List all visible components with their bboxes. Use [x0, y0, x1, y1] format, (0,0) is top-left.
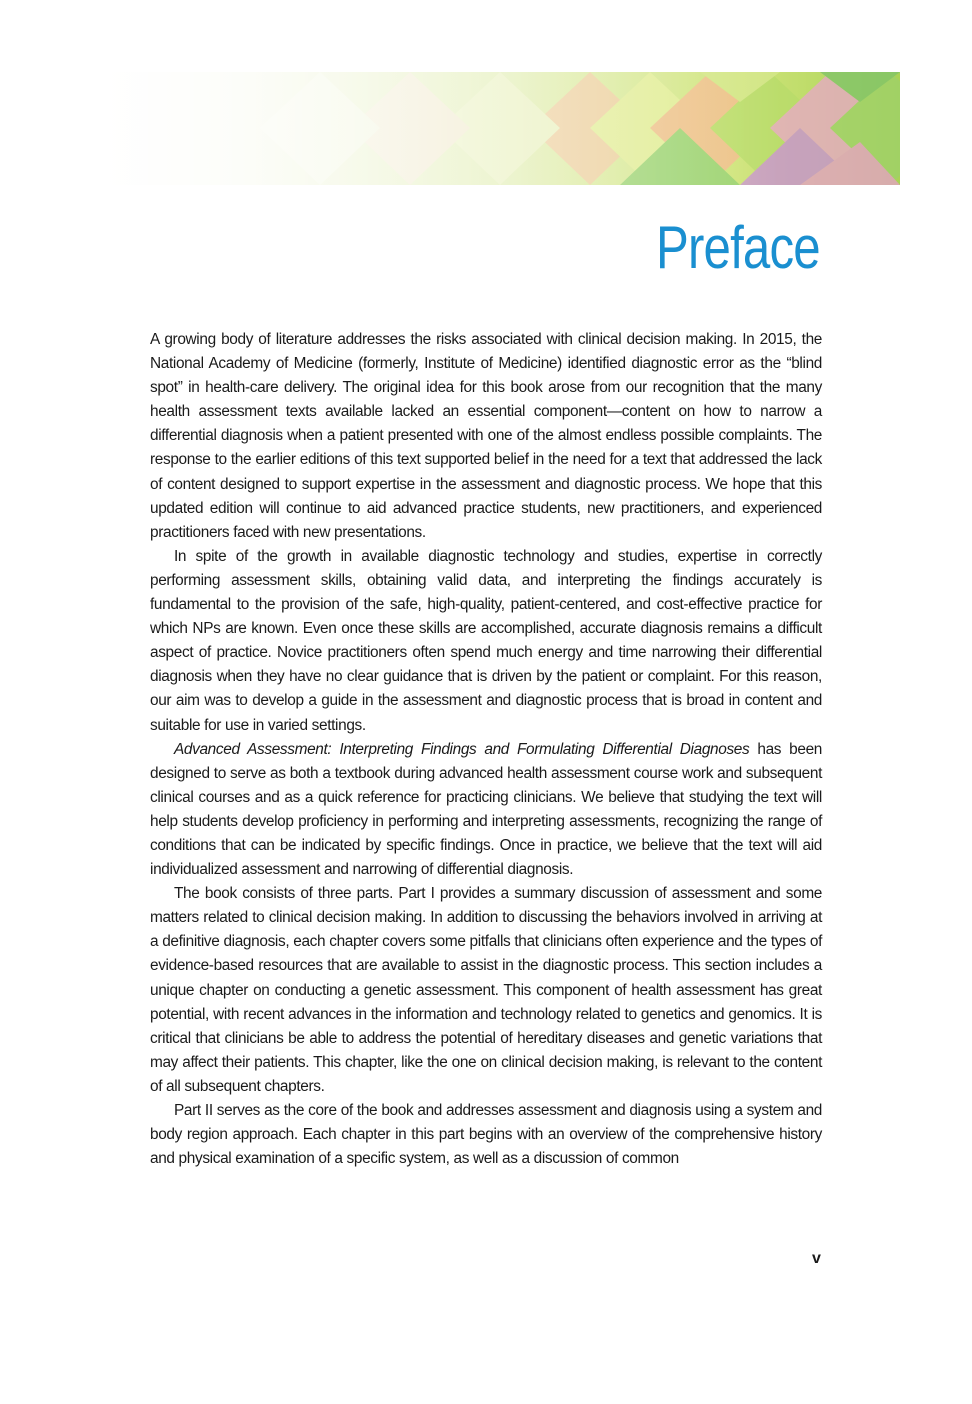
- paragraph: [150, 738, 822, 883]
- page-number: v: [812, 1250, 821, 1267]
- paragraph: [150, 1099, 822, 1171]
- body-text: [150, 328, 822, 1171]
- paragraph: [150, 545, 822, 738]
- page-title: Preface: [656, 214, 820, 281]
- paragraph-text: In spite of the growth in available diagnostic technology and studies, expertise in correctly performing assessment skills, obtaining valid data, and interpreting the findings accurately is fundamental to the provision of the safe, high-quality, patient-centered, and cost-effective practice for which NPs are known. Even once these skills are accomplished, accurate diagnosis remains a difficult aspect of practice. Novice practitioners often spend much energy and time narrowing their differential diagnosis when they have no clear guidance that is driven by the patient or complaint. For this reason, our aim was to develop a guide in the assessment and diagnostic process that is broad in content and suitable for use in varied settings.: [150, 547, 822, 734]
- paragraph: [150, 882, 822, 1099]
- paragraph-text: has been designed to serve as both a textbook during advanced health assessment course work and subsequent clinical courses and as a quick reference for practicing clinicians. We believe that studying the text will help students develop proficiency in performing and interpreting assessments, recognizing the range of conditions that can be indicated by specific findings. Once in practice, we believe that the text will aid individualized assessment and narrowing of differential diagnosis.: [150, 740, 822, 879]
- paragraph: [150, 328, 822, 545]
- decorative-banner: [100, 72, 900, 185]
- paragraph-text: Part II serves as the core of the book and addresses assessment and diagnosis using a system and body region approach. Each chapter in this part begins with an overview of the comprehensive history and physical examination of a specific system, as well as a discussion of common: [150, 1102, 822, 1168]
- book-title-italic: Advanced Assessment: Interpreting Findings and Formulating Differential Diagnoses: [174, 740, 750, 758]
- paragraph-text: A growing body of literature addresses the risks associated with clinical decision making. In 2015, the National Academy of Medicine (formerly, Institute of Medicine) identified diagnostic error as the “blind spot” in health-care delivery. The original idea for this book arose from our recognition that the many health assessment texts available lacked an essential component—content on how to narrow a differential diagnosis when a patient presented with one of the almost endless possible complaints. The response to the earlier editions of this text supported belief in the need for a text that addressed the lack of content designed to support expertise in the assessment and diagnostic process. We hope that this updated edition will continue to aid advanced practice students, new practitioners, and experienced practitioners faced with new presentations.: [150, 331, 822, 541]
- paragraph-text: The book consists of three parts. Part I provides a summary discussion of assessment and some matters related to clinical decision making. In addition to discussing the behaviors involved in arriving at a definitive diagnosis, each chapter covers some pitfalls that clinicians often experience and the types of evidence-based resources that are available to assist in the diagnostic process. This section includes a unique chapter on conducting a genetic assessment. This component of health assessment has great potential, with recent advances in the information and technology related to genetics and genomics. It is critical that clinicians be able to address the potential of hereditary diseases and genetic variations that may affect their patients. This chapter, like the one on clinical decision making, is relevant to the content of all subsequent chapters.: [150, 885, 822, 1095]
